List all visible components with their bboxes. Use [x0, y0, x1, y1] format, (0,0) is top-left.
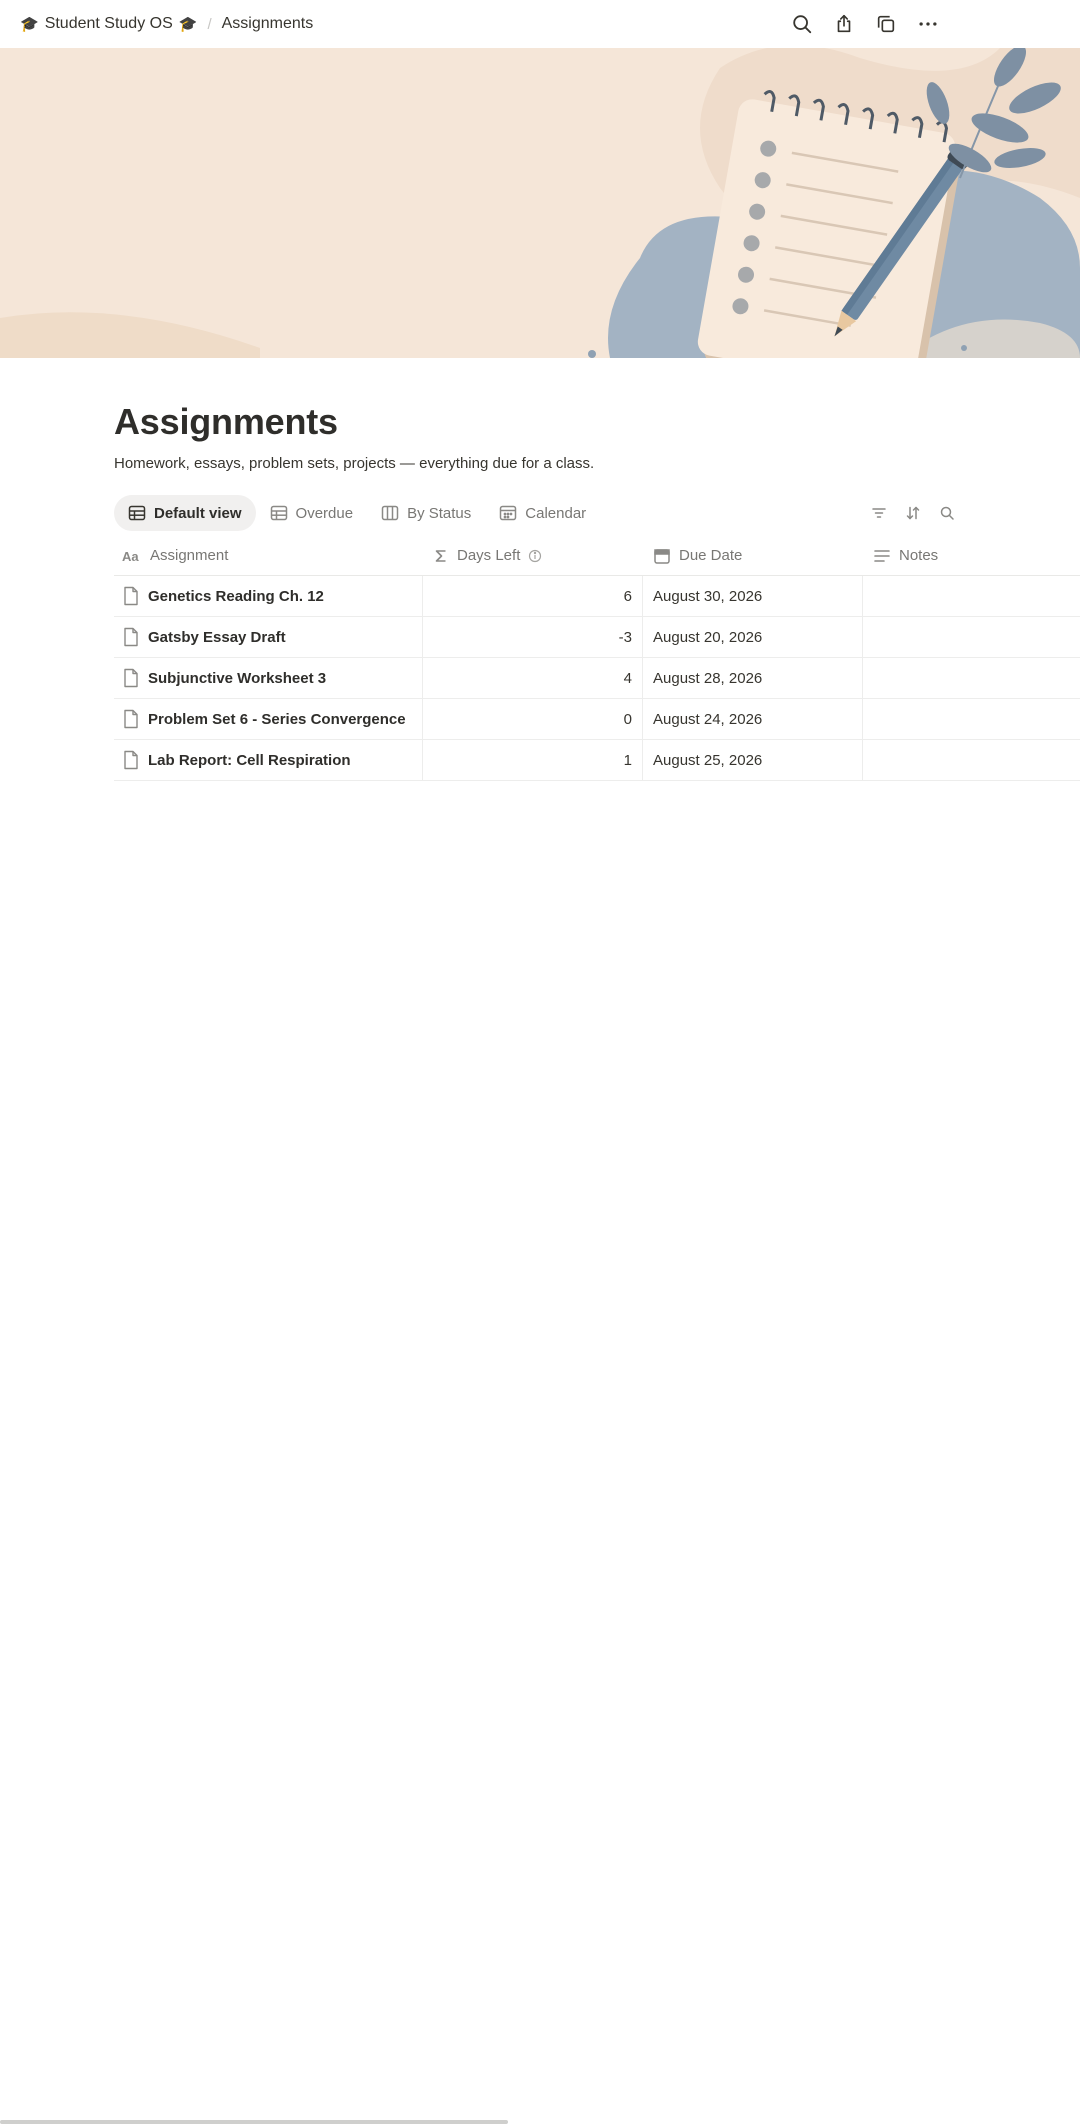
- notepad-cover-illustration: [0, 48, 1080, 358]
- assignment-cell[interactable]: [114, 617, 423, 657]
- assignment-name: Genetics Reading Ch. 12: [148, 587, 324, 605]
- days-left-cell[interactable]: 6: [423, 576, 643, 616]
- breadcrumb-separator: /: [207, 15, 212, 33]
- due-date-cell[interactable]: August 24, 2026: [643, 699, 863, 739]
- column-header-due-date[interactable]: [643, 536, 863, 575]
- due-date-cell[interactable]: August 25, 2026: [643, 740, 863, 780]
- table-row[interactable]: [114, 699, 1080, 740]
- due-date-cell[interactable]: August 30, 2026: [643, 576, 863, 616]
- graduation-cap-icon: 🎓: [178, 16, 198, 33]
- column-header-days-left[interactable]: [423, 536, 643, 575]
- assignment-cell[interactable]: [114, 699, 423, 739]
- page-icon: [122, 709, 140, 729]
- tab-label: Calendar: [525, 504, 587, 522]
- filter-icon: [871, 505, 887, 521]
- column-label: Assignment: [150, 547, 229, 565]
- more-button[interactable]: [916, 12, 940, 36]
- table-row[interactable]: [114, 740, 1080, 781]
- search-button[interactable]: [790, 12, 814, 36]
- days-left-cell[interactable]: 0: [423, 699, 643, 739]
- assignment-cell[interactable]: [114, 658, 423, 698]
- table-row[interactable]: [114, 576, 1080, 617]
- duplicate-button[interactable]: [874, 12, 898, 36]
- search-icon: [939, 505, 955, 521]
- column-label: Notes: [899, 547, 939, 565]
- page-title[interactable]: Assignments: [114, 401, 338, 442]
- notes-cell[interactable]: [863, 617, 1080, 657]
- tab-label: Default view: [154, 504, 242, 522]
- page-icon: [122, 586, 140, 606]
- top-bar: [0, 0, 1080, 48]
- notes-cell[interactable]: [863, 576, 1080, 616]
- svg-text:Aa: Aa: [122, 548, 139, 564]
- tab-label: Overdue: [295, 504, 354, 522]
- due-date-cell[interactable]: August 28, 2026: [643, 658, 863, 698]
- days-left-cell[interactable]: -3: [423, 617, 643, 657]
- graduation-cap-icon: 🎓: [20, 16, 39, 33]
- horizontal-scrollbar[interactable]: [0, 2120, 508, 2124]
- table-row[interactable]: [114, 658, 1080, 699]
- calendar-icon: [653, 547, 671, 565]
- tab-label: By Status: [407, 504, 472, 522]
- breadcrumb: [16, 0, 317, 48]
- assignment-cell[interactable]: [114, 740, 423, 780]
- assignments-table: [114, 536, 1080, 781]
- tab-default-view[interactable]: [114, 495, 256, 531]
- tab-overdue[interactable]: [256, 495, 368, 531]
- share-icon: [833, 13, 855, 35]
- assignment-name: Lab Report: Cell Respiration: [148, 751, 351, 769]
- page-icon: [122, 627, 140, 647]
- days-left-cell[interactable]: 1: [423, 740, 643, 780]
- assignment-name: Subjunctive Worksheet 3: [148, 669, 327, 687]
- page-description[interactable]: Homework, essays, problem sets, projects — everything due for a class.: [114, 455, 595, 473]
- view-tabs: [114, 494, 1080, 532]
- search-icon: [791, 13, 813, 35]
- days-left-cell[interactable]: 4: [423, 658, 643, 698]
- column-label: Due Date: [679, 547, 743, 565]
- due-date-cell[interactable]: August 20, 2026: [643, 617, 863, 657]
- filter-button[interactable]: [870, 504, 888, 522]
- assignment-name: Problem Set 6 - Series Convergence: [148, 710, 406, 728]
- top-actions: [790, 0, 940, 48]
- breadcrumb-current[interactable]: [218, 11, 318, 37]
- assignment-cell[interactable]: [114, 576, 423, 616]
- notes-cell[interactable]: [863, 699, 1080, 739]
- breadcrumb-workspace[interactable]: [16, 11, 201, 37]
- column-label: Days Left: [457, 547, 521, 565]
- page-cover[interactable]: [0, 48, 1080, 358]
- page-content: [114, 400, 1080, 781]
- column-header-assignment[interactable]: [114, 536, 423, 575]
- calendar-icon: [499, 504, 517, 522]
- breadcrumb-current-label: Assignments: [221, 15, 314, 32]
- page-icon: [122, 668, 140, 688]
- title-property-icon: [122, 548, 142, 564]
- board-icon: [381, 504, 399, 522]
- notes-cell[interactable]: [863, 658, 1080, 698]
- more-icon: [917, 13, 939, 35]
- breadcrumb-workspace-label: Student Study OS: [44, 15, 173, 32]
- table-icon: [128, 504, 146, 522]
- notes-cell[interactable]: [863, 740, 1080, 780]
- tab-by-status[interactable]: [367, 495, 485, 531]
- share-button[interactable]: [832, 12, 856, 36]
- formula-icon: [433, 548, 449, 564]
- sort-icon: [905, 505, 921, 521]
- info-icon[interactable]: [528, 549, 542, 563]
- table-icon: [270, 504, 288, 522]
- tab-calendar[interactable]: [485, 495, 600, 531]
- page-icon: [122, 750, 140, 770]
- text-property-icon: [873, 548, 891, 564]
- table-search-button[interactable]: [938, 504, 956, 522]
- assignment-name: Gatsby Essay Draft: [148, 628, 286, 646]
- table-header: [114, 536, 1080, 576]
- duplicate-icon: [875, 13, 897, 35]
- view-toolbar: [870, 494, 956, 532]
- sort-button[interactable]: [904, 504, 922, 522]
- table-row[interactable]: [114, 617, 1080, 658]
- column-header-notes[interactable]: [863, 536, 1080, 575]
